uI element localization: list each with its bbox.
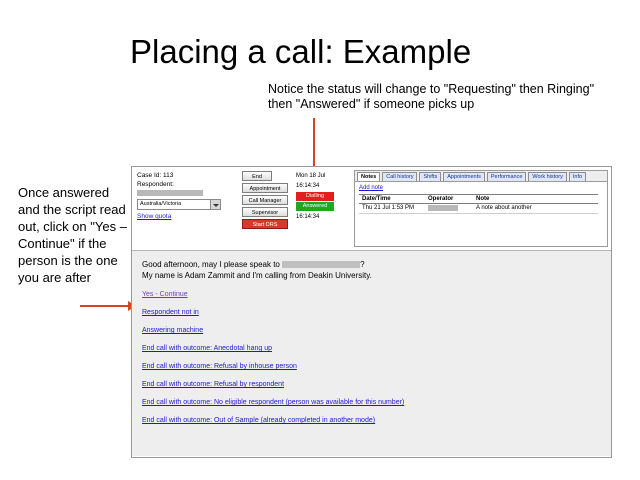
option-refusal-respondent[interactable]: End call with outcome: Refusal by respondent (142, 381, 285, 388)
cell-operator-redacted (425, 204, 473, 214)
table-header-row (359, 195, 598, 204)
start-drs-button[interactable]: Start DRS (242, 219, 288, 229)
annotation-continue-note: Once answered and the script read out, click on "Yes – Continue" if the person is the one you are after (18, 185, 127, 285)
cell-note: A note about another (473, 204, 598, 214)
column-header-datetime: Date/Time (359, 195, 425, 204)
column-header-operator: Operator (425, 195, 473, 204)
respondent-value-redacted (137, 189, 237, 198)
notes-table (359, 194, 598, 214)
tab-performance[interactable]: Performance (487, 172, 527, 181)
tabs-row (355, 171, 607, 182)
status-time-start: 16:14:34 (296, 183, 320, 189)
status-badge-answered: Answered (296, 202, 334, 211)
case-id-label: Case Id: 113 (137, 172, 174, 179)
script-panel (132, 251, 611, 456)
action-buttons (242, 171, 288, 231)
chevron-down-icon (210, 200, 220, 209)
app-screenshot (131, 166, 612, 458)
call-info-block (137, 171, 237, 221)
tab-call-history[interactable]: Call history (382, 172, 417, 181)
region-select[interactable] (137, 199, 221, 210)
script-line-2: My name is Adam Zammit and I'm calling from Deakin University. (142, 271, 372, 280)
appointment-button[interactable]: Appointment (242, 183, 288, 193)
respondent-label: Respondent: (137, 181, 174, 188)
script-line-1-text: Good afternoon, may I please speak to (142, 260, 280, 269)
script-options-list (142, 290, 601, 425)
page-title: Placing a call: Example (130, 33, 472, 70)
tab-work-history[interactable]: Work history (528, 172, 566, 181)
option-no-eligible-respondent[interactable]: End call with outcome: No eligible respondent (person was available for this number) (142, 399, 405, 406)
status-date: Mon 18 Jul (296, 173, 326, 179)
tabs-panel (354, 170, 608, 247)
script-line-1 (142, 259, 601, 281)
option-yes-continue[interactable]: Yes - Continue (142, 291, 188, 298)
tab-notes[interactable]: Notes (357, 172, 380, 181)
status-time-answered: 16:14:34 (296, 214, 320, 220)
status-badge-dialling: Dialling (296, 192, 334, 201)
tab-appointments[interactable]: Appointments (443, 172, 485, 181)
arrow-right-icon (80, 305, 130, 307)
tab-shifts[interactable]: Shifts (419, 172, 441, 181)
table-row[interactable] (359, 204, 598, 214)
option-answering-machine[interactable]: Answering machine (142, 327, 204, 334)
respondent-name-redacted (282, 261, 360, 268)
call-manager-button[interactable]: Call Manager (242, 195, 288, 205)
end-button[interactable]: End (242, 171, 272, 181)
app-header-area (132, 167, 611, 251)
script-line-1-suffix: ? (360, 260, 365, 269)
option-refusal-inhouse[interactable]: End call with outcome: Refusal by inhouse person (142, 363, 297, 370)
tab-info[interactable]: Info (569, 172, 586, 181)
supervisor-button[interactable]: Supervisor (242, 207, 288, 217)
option-respondent-not-in[interactable]: Respondent not in (142, 309, 199, 316)
notes-tab-body (355, 182, 607, 217)
arrow-down-icon (313, 118, 315, 168)
show-quota-link[interactable]: Show quota (137, 213, 172, 220)
column-header-note: Note (473, 195, 598, 204)
option-anecdotal-hangup[interactable]: End call with outcome: Anecdotal hang up (142, 345, 272, 352)
add-note-link[interactable]: Add note (359, 185, 384, 191)
annotation-status-note: Notice the status will change to "Requesting" then Ringing" then "Answered" if someone picks up (268, 82, 595, 111)
cell-datetime: Thu 21 Jul 1:53 PM (359, 204, 425, 214)
option-out-of-sample[interactable]: End call with outcome: Out of Sample (already completed in another mode) (142, 417, 376, 424)
status-block (296, 171, 350, 222)
region-select-value: Australia/Victoria (140, 201, 182, 207)
